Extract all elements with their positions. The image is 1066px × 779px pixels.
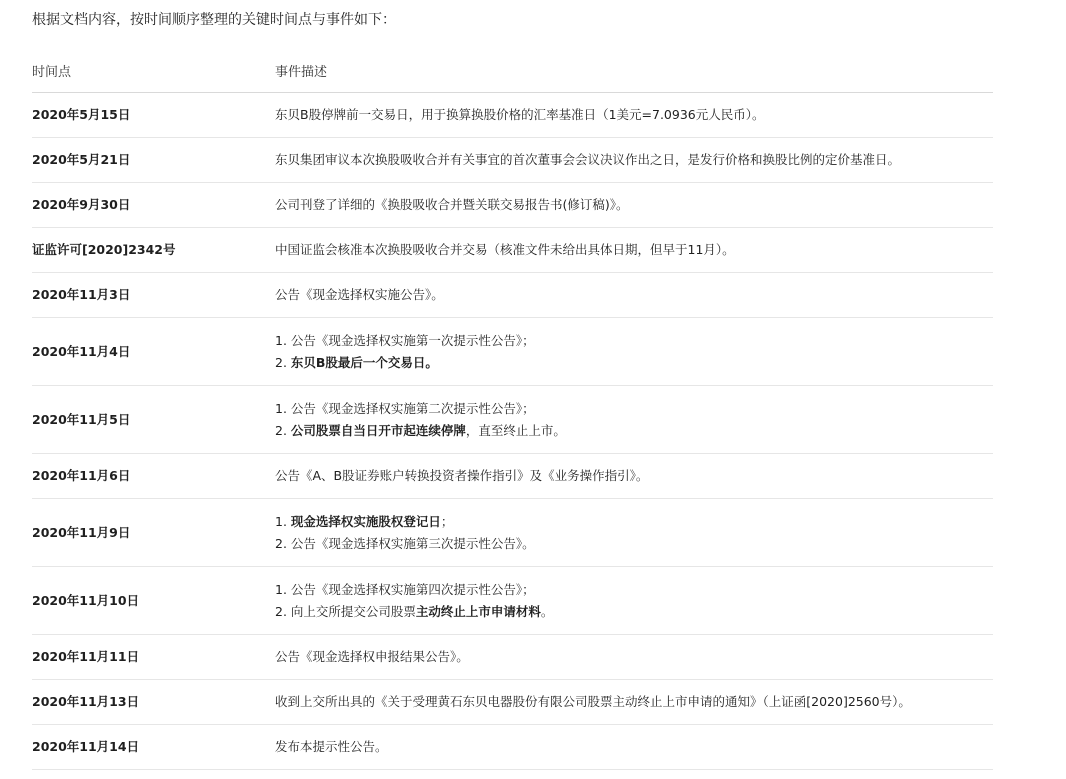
header-desc: 事件描述 [275, 64, 328, 80]
table-row [32, 273, 993, 318]
desc-text: 2. [275, 354, 291, 370]
row-time: 2020年11月11日 [32, 649, 140, 664]
desc-bold: 主动终止上市申请材料 [415, 603, 541, 619]
intro-text: 根据文档内容，按时间顺序整理的关键时间点与事件如下： [32, 12, 396, 28]
desc-line-2 [275, 601, 993, 623]
table-row [32, 567, 993, 635]
desc-line-1: 1. 公告《现金选择权实施第一次提示性公告》； [275, 332, 535, 348]
row-time: 2020年5月15日 [32, 107, 131, 122]
desc-text: ； [440, 513, 454, 529]
desc-line-1: 1. 公告《现金选择权实施第二次提示性公告》； [275, 400, 535, 416]
row-desc [275, 398, 993, 442]
row-desc: 中国证监会核准本次换股吸收合并交易（核准文件未给出具体日期，但早于11月）。 [275, 242, 735, 257]
desc-text: 2. 向上交所提交公司股票 [275, 603, 416, 619]
row-desc: 收到上交所出具的《关于受理黄石东贝电器股份有限公司股票主动终止上市申请的通知》（上证函[2020]2560号）。 [275, 694, 911, 709]
desc-text: ，直至终止上市。 [465, 422, 566, 438]
row-time: 2020年11月14日 [32, 739, 140, 754]
row-desc: 公告《现金选择权实施公告》。 [275, 287, 444, 302]
desc-bold: 现金选择权实施股权登记日 [290, 513, 441, 529]
row-time: 2020年11月9日 [32, 524, 131, 540]
table-row [32, 138, 993, 183]
table-row [32, 386, 993, 454]
timeline-table [32, 48, 993, 770]
row-desc: 公告《A、B股证券账户转换投资者操作指引》及《业务操作指引》。 [275, 468, 649, 483]
desc-line-2 [275, 352, 993, 374]
desc-bold: 公司股票自当日开市起连续停牌 [290, 422, 466, 438]
table-row [32, 228, 993, 273]
table-row [32, 499, 993, 567]
row-desc: 东贝B股停牌前一交易日，用于换算换股价格的汇率基准日（1美元=7.0936元人民币）。 [275, 107, 765, 122]
row-desc: 东贝集团审议本次换股吸收合并有关事宜的首次董事会会议决议作出之日，是发行价格和换股比例的定价基准日。 [275, 152, 901, 167]
row-time: 2020年11月10日 [32, 592, 140, 608]
desc-bold: 东贝B股最后一个交易日。 [290, 354, 438, 370]
row-time: 2020年11月5日 [32, 411, 131, 427]
row-desc [275, 330, 993, 374]
row-desc [275, 511, 993, 555]
row-time: 2020年11月13日 [32, 694, 140, 709]
desc-line-1: 1. 公告《现金选择权实施第四次提示性公告》； [275, 581, 535, 597]
desc-text: 2. [275, 422, 291, 438]
row-desc [275, 579, 993, 623]
row-time: 2020年9月30日 [32, 197, 131, 212]
row-desc: 发布本提示性公告。 [275, 739, 388, 754]
row-desc: 公司刊登了详细的《换股吸收合并暨关联交易报告书(修订稿)》。 [275, 197, 629, 212]
row-time: 2020年5月21日 [32, 152, 131, 167]
desc-line-2 [275, 420, 993, 442]
table-row [32, 680, 993, 725]
desc-line-1 [275, 511, 993, 533]
row-time: 2020年11月3日 [32, 287, 131, 302]
table-row [32, 183, 993, 228]
row-time: 2020年11月6日 [32, 468, 131, 483]
table-row [32, 725, 993, 770]
table-row [32, 635, 993, 680]
table-row [32, 454, 993, 499]
desc-text: 1. [275, 513, 291, 529]
table-header [32, 48, 993, 93]
row-desc: 公告《现金选择权申报结果公告》。 [275, 649, 469, 664]
desc-text: 。 [540, 603, 554, 619]
desc-line-2: 2. 公告《现金选择权实施第三次提示性公告》。 [275, 535, 535, 551]
row-time: 证监许可[2020]2342号 [32, 242, 176, 257]
row-time: 2020年11月4日 [32, 343, 131, 359]
table-row [32, 93, 993, 138]
table-row [32, 318, 993, 386]
header-time: 时间点 [32, 64, 72, 80]
